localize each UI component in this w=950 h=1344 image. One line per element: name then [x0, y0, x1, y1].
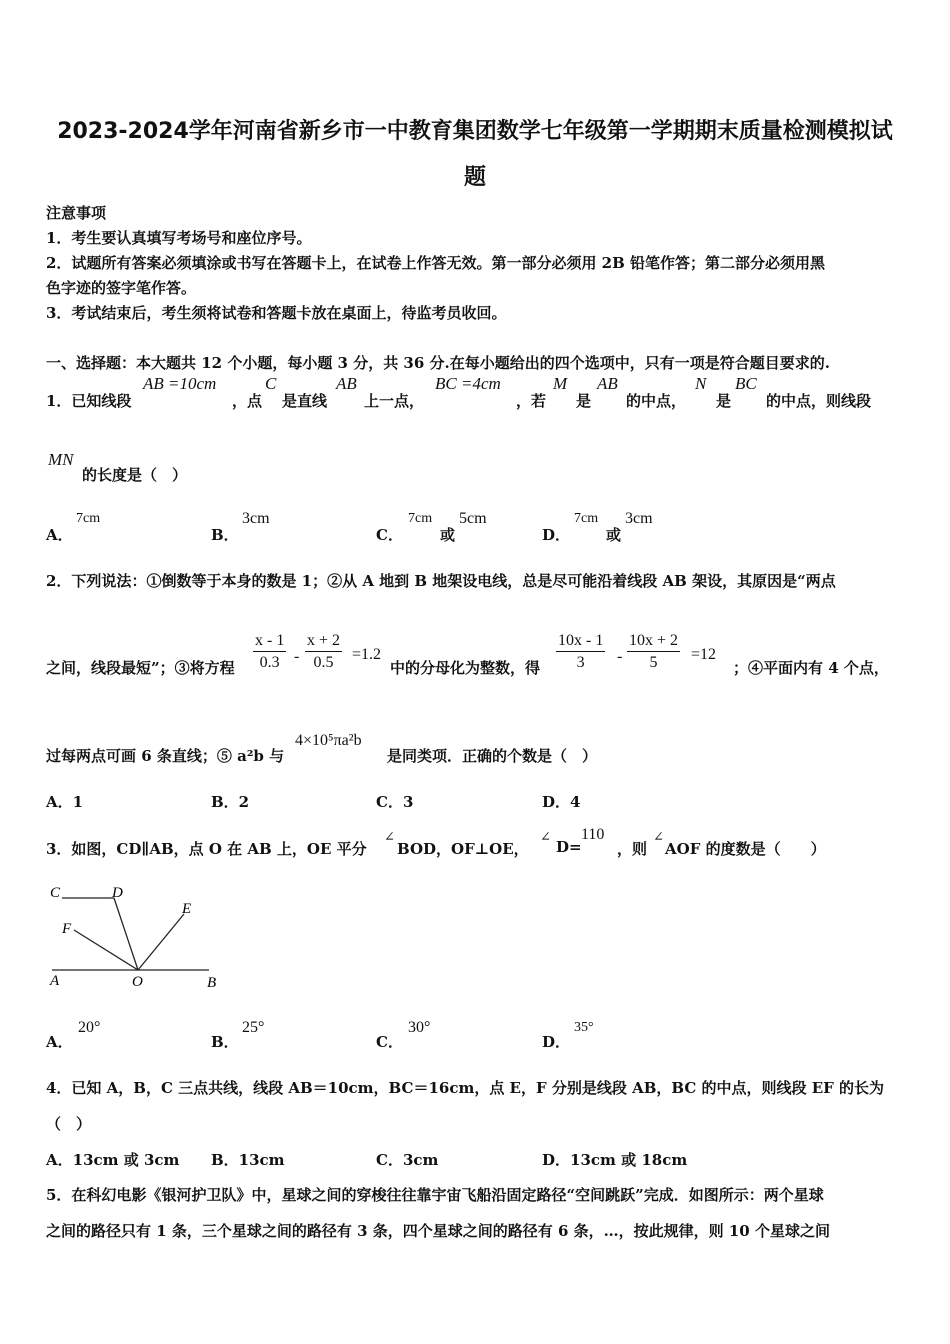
q2-eq2-frac2	[627, 632, 680, 672]
q2-text: 过每两点可画 6 条直线；⑤ a²b 与	[46, 747, 285, 765]
q1-option-a-label: A．	[46, 526, 73, 544]
q3-option-b-label: B．	[211, 1033, 239, 1051]
q2-eq1-numerator: x - 1	[253, 632, 286, 652]
label-e: E	[182, 901, 192, 917]
q1-formula: N	[695, 374, 707, 393]
q3-option-c-label: C．	[376, 1033, 403, 1051]
line-of	[74, 930, 138, 970]
q1-option-c-value2: 5cm	[459, 510, 487, 527]
q1-formula: BC	[735, 374, 757, 393]
q3-text: 3．如图，CD∥AB，点 O 在 AB 上，OE 平分	[46, 840, 367, 858]
q4-option-a: A．13cm 或 3cm	[46, 1151, 180, 1169]
q1-option-c-value1: 7cm	[408, 511, 433, 526]
q1-text: 的中点，	[626, 392, 687, 410]
q2-text: 2．下列说法：①倒数等于本身的数是 1；②从 A 地到 B 地架设电线，总是尽可能沿着线段 AB 架设，其原因是“两点	[46, 572, 836, 590]
q1-text: 是	[576, 392, 592, 410]
q1-text: 是	[716, 392, 732, 410]
q4-text: 4．已知 A，B，C 三点共线，线段 AB＝10cm，BC＝16cm，点 E，F 分别是线段 AB，BC 的中点，则线段 EF 的长为	[46, 1079, 885, 1097]
q3-angle-symbol: ∠	[653, 829, 664, 844]
q2-option-c: C．3	[376, 793, 414, 811]
label-b: B	[207, 975, 217, 991]
q1-option-c-or: 或	[440, 526, 456, 544]
q3-option-b-value: 25°	[242, 1019, 265, 1036]
notice-item: 1．考生要认真填写考场号和座位序号。	[46, 229, 312, 247]
notice-heading: 注意事项	[46, 204, 107, 222]
q2-eq2-denominator: 5	[649, 654, 658, 671]
q3-text: ，则	[617, 840, 648, 858]
document-title-line1: 2023-2024学年河南省新乡市一中教育集团数学七年级第一学期期末质量检测模拟试	[57, 119, 893, 144]
q3-text: D=	[556, 838, 582, 856]
q1-formula: BC =4cm	[435, 374, 501, 393]
q2-eq1-frac1	[253, 632, 286, 672]
document-title-line2: 题	[463, 165, 486, 190]
q1-formula: MN	[48, 450, 74, 469]
label-c: C	[50, 885, 61, 901]
notice-item: 3．考试结束后，考生须将试卷和答题卡放在桌面上，待监考员收回。	[46, 304, 507, 322]
q3-angle-symbol: ∠	[540, 829, 551, 844]
q2-eq2-minus: -	[617, 648, 623, 665]
q1-formula: M	[553, 374, 568, 393]
notice-item: 2．试题所有答案必须填涂或书写在答题卡上，在试卷上作答无效。第一部分必须用 2B 铅笔作答；第二部分必须用黑	[46, 254, 826, 272]
section-heading: 一、选择题：本大题共 12 个小题，每小题 3 分，共 36 分.在每小题给出的四个选项中，只有一项是符合题目要求的.	[46, 354, 830, 372]
q1-formula: C	[265, 374, 277, 393]
q5-text: 之间的路径只有 1 条，三个星球之间的路径有 3 条，四个星球之间的路径有 6 条，…，按此规律，则 10 个星球之间	[46, 1222, 830, 1240]
q2-eq2-numerator: 10x + 2	[627, 632, 680, 652]
q1-formula: AB	[597, 374, 618, 393]
notice-item: 色字迹的签字笔作答。	[46, 279, 197, 297]
q3-option-d-label: D．	[542, 1033, 571, 1051]
q2-eq1-rhs: =1.2	[352, 646, 382, 663]
q1-option-d-label: D．	[542, 526, 571, 544]
q2-eq1-denominator: 0.3	[259, 654, 280, 671]
q1-text: 上一点，	[364, 392, 425, 410]
q3-option-a-value: 20°	[78, 1019, 101, 1036]
q5-text: 5．在科幻电影《银河护卫队》中，星球之间的穿梭往往靠宇宙飞船沿固定路径“空间跳跃”完成．如图所示：两个星球	[46, 1186, 824, 1204]
q1-text: 的长度是（ ）	[82, 466, 188, 484]
q3-option-c-value: 30°	[408, 1019, 431, 1036]
q2-eq1-frac2	[305, 632, 342, 672]
label-o: O	[132, 974, 143, 990]
q2-eq2-frac1	[556, 632, 605, 672]
q2-eq2-rhs: =12	[691, 646, 717, 663]
q2-text: 中的分母化为整数，得	[390, 659, 541, 677]
q1-formula: AB =10cm	[143, 374, 217, 393]
q1-text: 是直线	[282, 392, 328, 410]
q3-text: BOD，OF⊥OE，	[397, 840, 529, 858]
q1-formula: AB	[336, 374, 357, 393]
q1-option-d-or: 或	[606, 526, 622, 544]
q3-angle-symbol: ∠	[384, 829, 395, 844]
q4-option-c: C．3cm	[376, 1151, 439, 1169]
q1-option-d-value1: 7cm	[574, 511, 599, 526]
label-a: A	[50, 973, 60, 989]
q2-text: 之间，线段最短”；③将方程	[46, 659, 235, 677]
line-od	[114, 898, 138, 970]
q1-text: ，若	[516, 392, 547, 410]
q2-text: 是同类项．正确的个数是（ ）	[387, 747, 598, 765]
q2-eq1-denominator: 0.5	[313, 654, 334, 671]
q1-text: 的中点，则线段	[766, 392, 872, 410]
q1-option-a-value: 7cm	[76, 511, 101, 526]
q4-option-b: B．13cm	[211, 1151, 285, 1169]
q2-option-a: A．1	[46, 793, 84, 811]
q1-text: 1．已知线段	[46, 392, 132, 410]
q1-text: ，点	[232, 392, 263, 410]
label-d: D	[112, 885, 123, 901]
q2-eq1-numerator: x + 2	[305, 632, 342, 652]
q4-text: （ ）	[46, 1115, 92, 1133]
label-f: F	[62, 921, 72, 937]
q2-eq2-numerator: 10x - 1	[556, 632, 605, 652]
q3-geometry-figure	[44, 878, 234, 993]
q1-option-c-label: C．	[376, 526, 403, 544]
line-oe	[138, 914, 184, 970]
q1-option-d-value2: 3cm	[625, 510, 653, 527]
q3-text: AOF 的度数是（ ）	[665, 840, 826, 858]
q2-eq2-denominator: 3	[576, 654, 585, 671]
q2-option-b: B．2	[211, 793, 250, 811]
q3-option-a-label: A．	[46, 1033, 73, 1051]
q2-expression: 4×10⁵πa²b	[295, 732, 362, 749]
q1-option-b-label: B．	[211, 526, 239, 544]
q1-option-b-value: 3cm	[242, 510, 270, 527]
q2-eq1-minus: -	[294, 648, 300, 665]
q3-degree-value: 110	[581, 826, 605, 843]
q3-option-d-value: 35°	[574, 1020, 594, 1035]
q2-option-d: D．4	[542, 793, 581, 811]
q4-option-d: D．13cm 或 18cm	[542, 1151, 688, 1169]
q2-text: ；④平面内有 4 个点，	[733, 659, 889, 677]
